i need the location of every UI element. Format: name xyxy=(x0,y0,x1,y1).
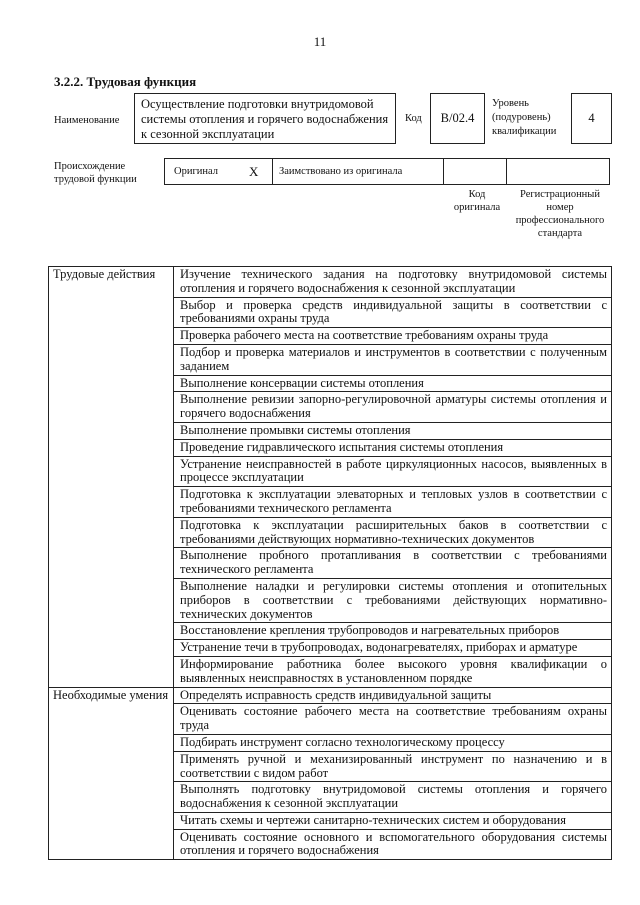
group-item: Подготовка к эксплуатации элеваторных и тепловых узлов в соответствии с требованиями технического регламента xyxy=(174,487,612,518)
group-item: Читать схемы и чертежи санитарно-технических систем и оборудования xyxy=(174,812,612,829)
qualification-level-box: 4 xyxy=(571,93,612,144)
registration-number-caption: Регистрационный номер профессионального стандарта xyxy=(515,189,605,239)
function-name-box: Осуществление подготовки внутридомовой системы отопления и горячего водоснабжения к сезонной эксплуатации xyxy=(134,93,396,144)
group-item: Проведение гидравлического испытания системы отопления xyxy=(174,439,612,456)
origin-code-cell xyxy=(444,159,507,184)
group-item: Устранение течи в трубопроводах, водонагревателях, приборах и арматуре xyxy=(174,640,612,657)
original-mark: X xyxy=(249,164,259,179)
original-label: Оригинал xyxy=(174,166,218,177)
origin-code-caption: Код оригинала xyxy=(453,189,501,213)
section-title: 3.2.2. Трудовая функция xyxy=(54,74,197,89)
group-item: Информирование работника более высокого уровня квалификации о выявленных неисправностях в установленном порядке xyxy=(174,656,612,687)
group-item: Выполнение ревизии запорно-регулировочной арматуры системы отопления и горячего водоснабжения xyxy=(174,392,612,423)
borrowed-label: Заимствовано из оригинала xyxy=(279,166,403,177)
group-item: Выполнять подготовку внутридомовой системы отопления и горячего водоснабжения к сезонной эксплуатации xyxy=(174,782,612,813)
group-item: Проверка рабочего места на соответствие требованиям охраны труда xyxy=(174,328,612,345)
function-details-table xyxy=(48,266,612,860)
origin-original-cell xyxy=(165,159,273,184)
group-item: Оценивать состояние основного и вспомогательного оборудования системы отопления и горячего водоснабжения xyxy=(174,829,612,860)
group-item: Подбирать инструмент согласно технологическому процессу xyxy=(174,734,612,751)
group-item: Восстановление крепления трубопроводов и нагревательных приборов xyxy=(174,623,612,640)
code-label: Код xyxy=(405,113,422,124)
origin-row xyxy=(164,158,610,185)
origin-label: Происхождение трудовой функции xyxy=(54,161,137,185)
group-item: Подбор и проверка материалов и инструментов в соответствии с полученным заданием xyxy=(174,344,612,375)
group-item: Подготовка к эксплуатации расширительных баков в соответствии с требованиями действующих нормативно-технических документов xyxy=(174,517,612,548)
group-item: Выполнение наладки и регулировки системы отопления и отопительных приборов в соответствии с требованиями действующих нормативно-технических документов xyxy=(174,578,612,622)
group-item: Выполнение консервации системы отопления xyxy=(174,375,612,392)
group-label: Трудовые действия xyxy=(49,267,174,688)
table-row xyxy=(49,267,612,298)
page-number: 11 xyxy=(313,34,327,49)
group-item: Определять исправность средств индивидуальной защиты xyxy=(174,687,612,704)
group-item: Устранение неисправностей в работе циркуляционных насосов, выявленных в процессе эксплуатации xyxy=(174,456,612,487)
table-row xyxy=(49,687,612,704)
group-item: Выбор и проверка средств индивидуальной защиты в соответствии с требованиями охраны труда xyxy=(174,297,612,328)
level-label: Уровень (подуровень) квалификации xyxy=(492,98,557,137)
group-item: Применять ручной и механизированный инструмент по назначению и в соответствии с видом работ xyxy=(174,751,612,782)
origin-borrowed-cell xyxy=(273,159,444,184)
group-item: Выполнение пробного протапливания в соответствии с требованиями технического регламента xyxy=(174,548,612,579)
group-item: Выполнение промывки системы отопления xyxy=(174,422,612,439)
group-label: Необходимые умения xyxy=(49,687,174,860)
function-code-box: B/02.4 xyxy=(430,93,485,144)
name-label: Наименование xyxy=(54,115,120,126)
group-item: Оценивать состояние рабочего места на соответствие требованиям охраны труда xyxy=(174,704,612,735)
group-item: Изучение технического задания на подготовку внутридомовой системы отопления и горячего водоснабжения к сезонной эксплуатации xyxy=(174,267,612,298)
